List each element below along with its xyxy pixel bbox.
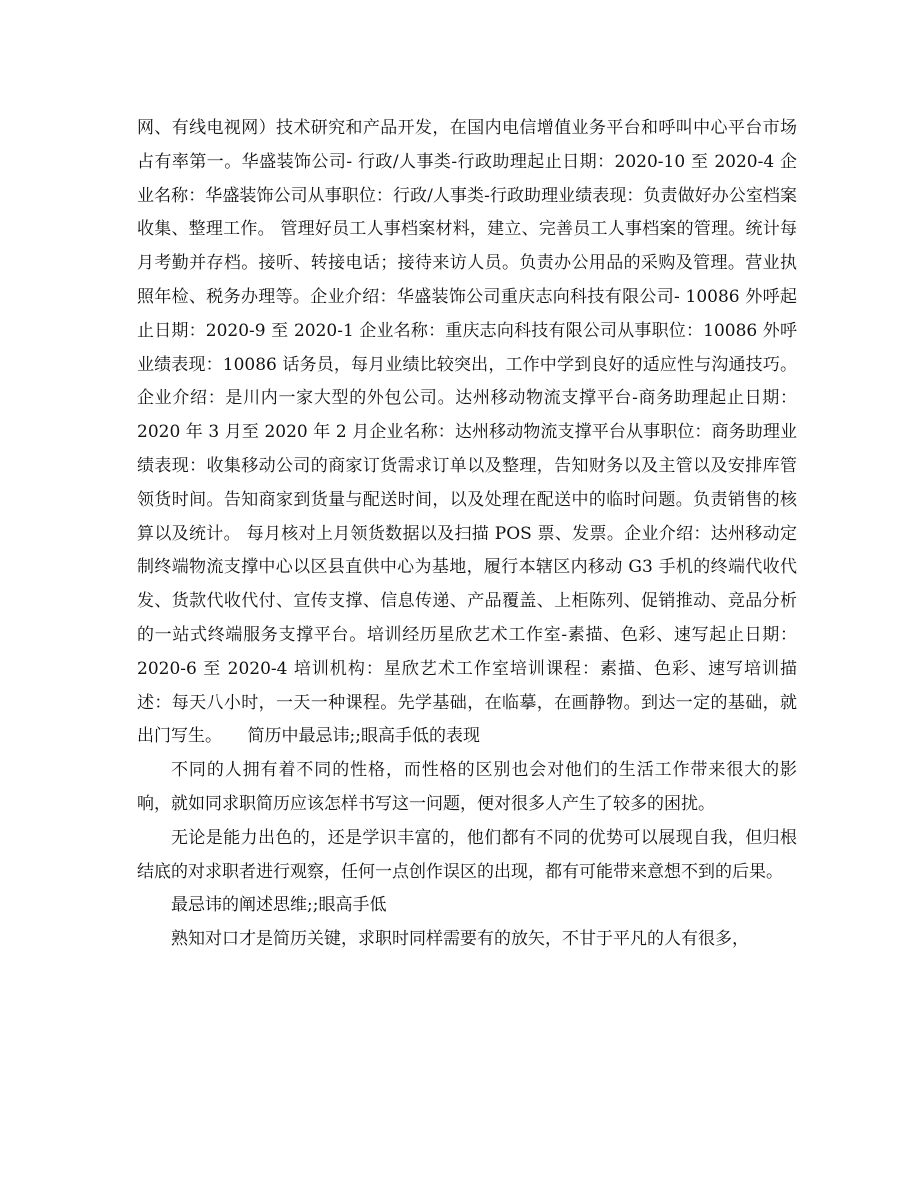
paragraph-advantages: 无论是能力出色的，还是学识丰富的，他们都有不同的优势可以展现自我，但归根结底的对求职者进行观察，任何一点创作误区的出现，都有可能带来意想不到的后果。 [137,827,797,882]
paragraph-resume-experience: 网、有线电视网）技术研究和产品开发，在国内电信增值业务平台和呼叫中心平台市场占有率第一。华盛装饰公司- 行政/人事类-行政助理起止日期：2020-10 至 2020-4 企业名称：华盛装饰公司从事职位：行政/人事类-行政助理业绩表现：负责做好办公室档案收集、整理工作。 管理好员工人事档案材料，建立、完善员工人事档案的管理。统计每月考勤并存档。接听、转接电话；接待来访人员。负责办公用品的采购及管理。营业执照年检、税务办理等。企业介绍：华盛装饰公司重庆志向科技有限公司- 10086 外呼起止日期：2020-9 至 2020-1 企业名称：重庆志向科技有限公司从事职位：10086 外呼业绩表现：10086 话务员，每月业绩比较突出，工作中学到良好的适应性与沟通技巧。企业介绍：是川内一家大型的外包公司。达州移动物流支撑平台-商务助理起止日期：2020 年 3 月至 2020 年 2 月企业名称：达州移动物流支撑平台从事职位：商务助理业绩表现：收集移动公司的商家订货需求订单以及整理，告知财务以及主管以及安排库管领货时间。告知商家到货量与配送时间，以及处理在配送中的临时问题。负责销售的核算以及统计。 每月核对上月领货数据以及扫描 POS 票、发票。企业介绍：达州移动定制终端物流支撑中心以区县直供中心为基地，履行本辖区内移动 G3 手机的终端代收代发、货款代收代付、宣传支撑、信息传递、产品覆盖、上柜陈列、促销推动、竞品分析的一站式终端服务支撑平台。培训经历星欣艺术工作室-素描、色彩、速写起止日期：2020-6 至 2020-4 培训机构：星欣艺术工作室培训课程：素描、色彩、速写培训描述：每天八小时，一天一种课程。先学基础，在临摹，在画静物。到达一定的基础，就出门写生。 简历中最忌讳;;眼高手低的表现 [137,118,797,747]
paragraph-subheading: 最忌讳的阐述思维;;眼高手低 [171,895,387,916]
paragraph-personality: 不同的人拥有着不同的性格，而性格的区别也会对他们的生活工作带来很大的影响，就如同求职简历应该怎样书写这一问题，便对很多人产生了较多的困扰。 [137,760,797,814]
document-body [137,112,797,957]
paragraph-key-point: 熟知对口才是简历关键，求职时同样需要有的放矢，不甘于平凡的人有很多， [171,929,749,950]
